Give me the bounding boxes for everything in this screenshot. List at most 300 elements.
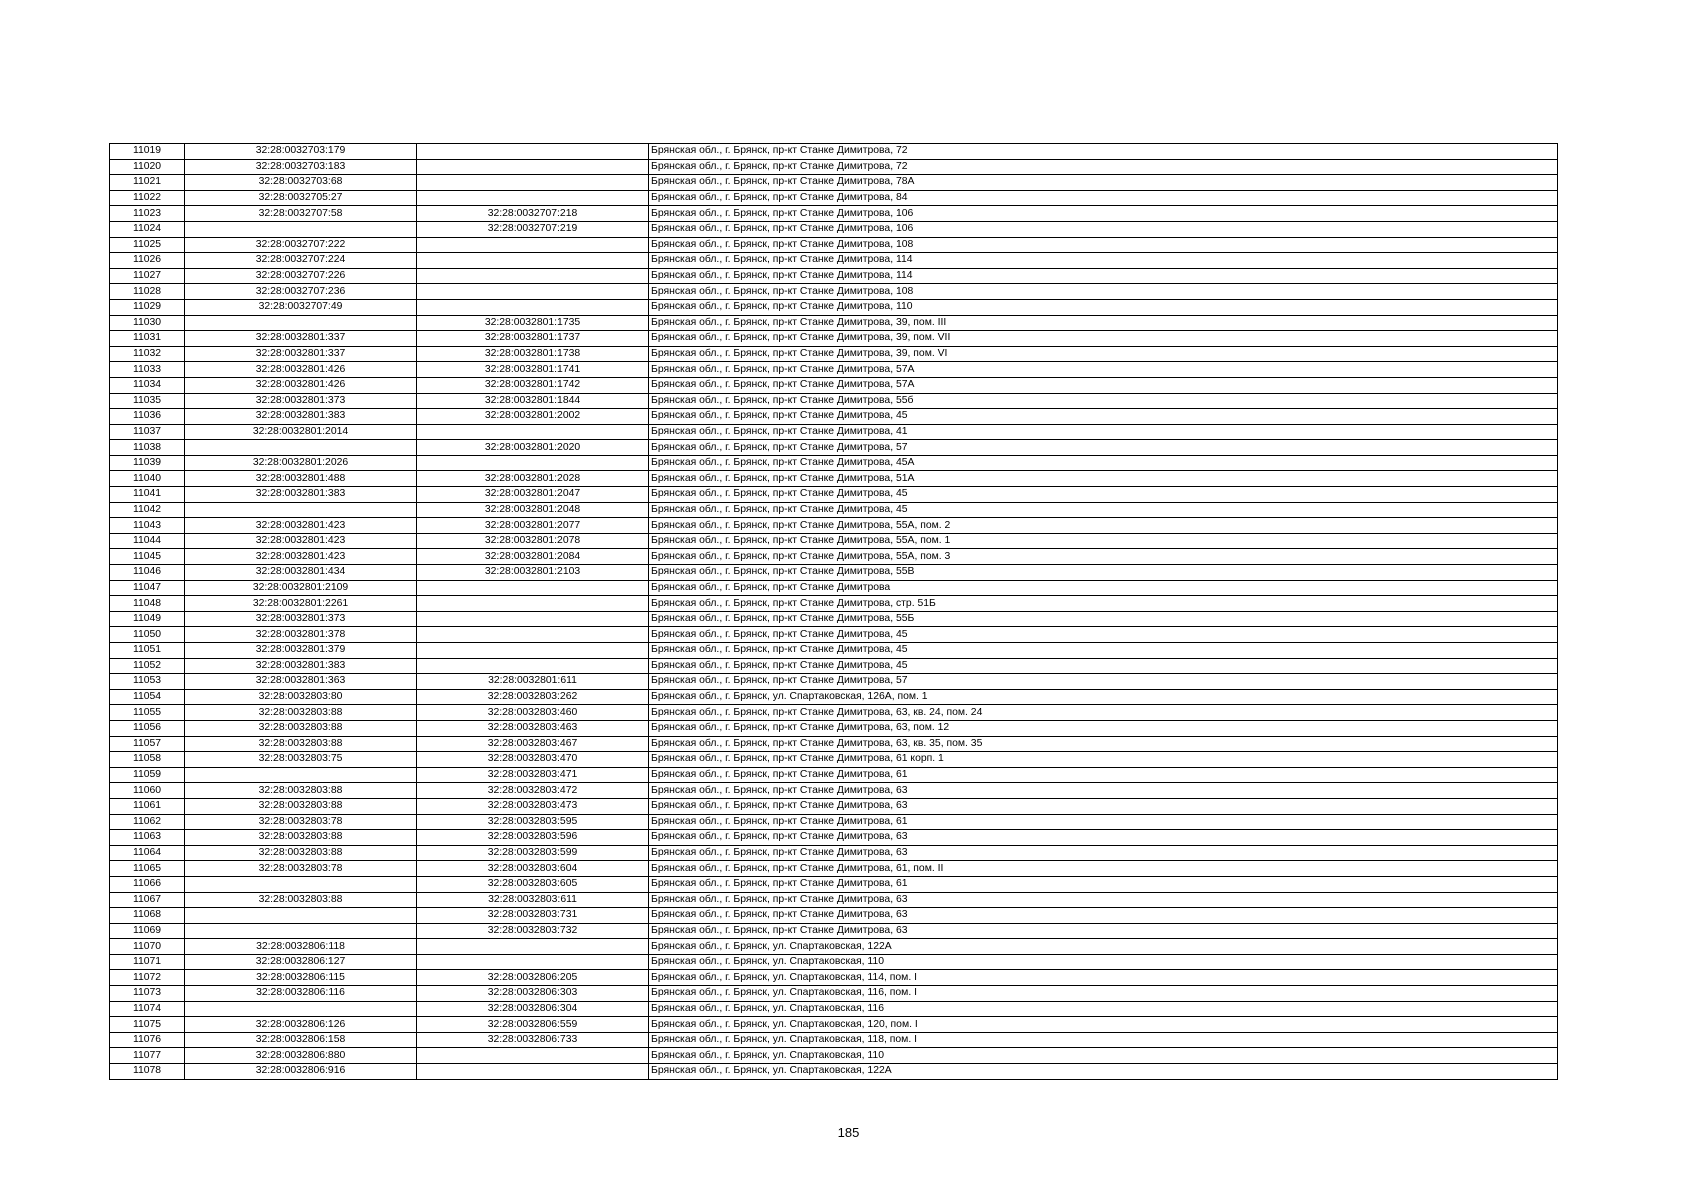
address-cell: Брянская обл., г. Брянск, пр-кт Станке Димитрова, 78А (649, 175, 1558, 191)
cadastral-number-cell: 32:28:0032803:88 (185, 736, 417, 752)
cadastral-number-cell: 32:28:0032801:426 (185, 362, 417, 378)
address-cell: Брянская обл., г. Брянск, пр-кт Станке Димитрова, 63 (649, 892, 1558, 908)
cadastral-number-cell: 32:28:0032803:88 (185, 798, 417, 814)
table-row (110, 315, 1558, 331)
cadastral-number-cell: 32:28:0032707:224 (185, 253, 417, 269)
address-cell: Брянская обл., г. Брянск, пр-кт Станке Димитрова, 63 (649, 783, 1558, 799)
table-row (110, 393, 1558, 409)
address-cell: Брянская обл., г. Брянск, пр-кт Станке Димитрова (649, 580, 1558, 596)
cadastral-number-cell: 32:28:0032703:68 (185, 175, 417, 191)
row-number-cell: 11019 (110, 144, 185, 160)
table-row (110, 767, 1558, 783)
row-number-cell: 11023 (110, 206, 185, 222)
object-cadastral-number-cell (417, 190, 649, 206)
cadastral-number-cell (185, 502, 417, 518)
cadastral-number-cell: 32:28:0032801:373 (185, 611, 417, 627)
row-number-cell: 11041 (110, 487, 185, 503)
row-number-cell: 11033 (110, 362, 185, 378)
row-number-cell: 11038 (110, 440, 185, 456)
table-row (110, 580, 1558, 596)
table-row (110, 923, 1558, 939)
table-row (110, 299, 1558, 315)
table-row (110, 159, 1558, 175)
object-cadastral-number-cell: 32:28:0032803:460 (417, 705, 649, 721)
object-cadastral-number-cell (417, 596, 649, 612)
object-cadastral-number-cell: 32:28:0032707:218 (417, 206, 649, 222)
address-cell: Брянская обл., г. Брянск, пр-кт Станке Димитрова, 63 (649, 845, 1558, 861)
object-cadastral-number-cell: 32:28:0032803:611 (417, 892, 649, 908)
cadastral-number-cell: 32:28:0032803:78 (185, 814, 417, 830)
cadastral-number-cell: 32:28:0032803:88 (185, 845, 417, 861)
table-row (110, 908, 1558, 924)
cadastral-number-cell: 32:28:0032707:226 (185, 268, 417, 284)
row-number-cell: 11030 (110, 315, 185, 331)
object-cadastral-number-cell (417, 643, 649, 659)
row-number-cell: 11031 (110, 331, 185, 347)
cadastral-number-cell: 32:28:0032806:127 (185, 954, 417, 970)
object-cadastral-number-cell: 32:28:0032801:611 (417, 674, 649, 690)
address-cell: Брянская обл., г. Брянск, пр-кт Станке Димитрова, 51А (649, 471, 1558, 487)
cadastral-number-cell: 32:28:0032801:379 (185, 643, 417, 659)
cadastral-number-cell: 32:28:0032801:383 (185, 487, 417, 503)
table-row (110, 876, 1558, 892)
address-cell: Брянская обл., г. Брянск, пр-кт Станке Димитрова, 114 (649, 268, 1558, 284)
address-cell: Брянская обл., г. Брянск, пр-кт Станке Димитрова, 61 (649, 876, 1558, 892)
row-number-cell: 11057 (110, 736, 185, 752)
cadastral-number-cell: 32:28:0032801:383 (185, 409, 417, 425)
row-number-cell: 11049 (110, 611, 185, 627)
object-cadastral-number-cell: 32:28:0032803:463 (417, 720, 649, 736)
cadastral-number-cell: 32:28:0032806:916 (185, 1064, 417, 1080)
table-row (110, 689, 1558, 705)
table-row (110, 1064, 1558, 1080)
object-cadastral-number-cell: 32:28:0032801:2077 (417, 518, 649, 534)
object-cadastral-number-cell (417, 580, 649, 596)
address-cell: Брянская обл., г. Брянск, пр-кт Станке Димитрова, 45 (649, 658, 1558, 674)
table-row (110, 954, 1558, 970)
address-cell: Брянская обл., г. Брянск, ул. Спартаковская, 126А, пом. 1 (649, 689, 1558, 705)
table-row (110, 346, 1558, 362)
address-cell: Брянская обл., г. Брянск, пр-кт Станке Димитрова, 57 (649, 674, 1558, 690)
table-row (110, 658, 1558, 674)
cadastral-number-cell: 32:28:0032801:383 (185, 658, 417, 674)
object-cadastral-number-cell: 32:28:0032803:605 (417, 876, 649, 892)
row-number-cell: 11074 (110, 1001, 185, 1017)
row-number-cell: 11039 (110, 455, 185, 471)
address-cell: Брянская обл., г. Брянск, пр-кт Станке Димитрова, 57А (649, 377, 1558, 393)
row-number-cell: 11056 (110, 720, 185, 736)
object-cadastral-number-cell: 32:28:0032803:595 (417, 814, 649, 830)
table-row (110, 221, 1558, 237)
row-number-cell: 11053 (110, 674, 185, 690)
cadastral-number-cell: 32:28:0032806:118 (185, 939, 417, 955)
address-cell: Брянская обл., г. Брянск, пр-кт Станке Димитрова, 45 (649, 643, 1558, 659)
object-cadastral-number-cell (417, 268, 649, 284)
cadastral-number-cell (185, 221, 417, 237)
address-cell: Брянская обл., г. Брянск, пр-кт Станке Димитрова, 45 (649, 502, 1558, 518)
address-cell: Брянская обл., г. Брянск, пр-кт Станке Димитрова, 110 (649, 299, 1558, 315)
row-number-cell: 11068 (110, 908, 185, 924)
address-cell: Брянская обл., г. Брянск, пр-кт Станке Димитрова, 55Б (649, 611, 1558, 627)
address-cell: Брянская обл., г. Брянск, пр-кт Станке Димитрова, 108 (649, 284, 1558, 300)
property-register-table (109, 143, 1558, 1080)
cadastral-number-cell: 32:28:0032806:880 (185, 1048, 417, 1064)
cadastral-number-cell: 32:28:0032803:88 (185, 705, 417, 721)
address-cell: Брянская обл., г. Брянск, пр-кт Станке Димитрова, 45 (649, 627, 1558, 643)
object-cadastral-number-cell: 32:28:0032801:2103 (417, 565, 649, 581)
object-cadastral-number-cell (417, 627, 649, 643)
address-cell: Брянская обл., г. Брянск, пр-кт Станке Димитрова, 106 (649, 206, 1558, 222)
cadastral-number-cell: 32:28:0032806:126 (185, 1017, 417, 1033)
row-number-cell: 11040 (110, 471, 185, 487)
row-number-cell: 11045 (110, 549, 185, 565)
object-cadastral-number-cell (417, 159, 649, 175)
row-number-cell: 11051 (110, 643, 185, 659)
table-row (110, 596, 1558, 612)
address-cell: Брянская обл., г. Брянск, пр-кт Станке Димитрова, 63, кв. 24, пом. 24 (649, 705, 1558, 721)
address-cell: Брянская обл., г. Брянск, пр-кт Станке Димитрова, 63, кв. 35, пом. 35 (649, 736, 1558, 752)
address-cell: Брянская обл., г. Брянск, пр-кт Станке Димитрова, 39, пом. VI (649, 346, 1558, 362)
address-cell: Брянская обл., г. Брянск, пр-кт Станке Димитрова, 39, пом. III (649, 315, 1558, 331)
row-number-cell: 11046 (110, 565, 185, 581)
object-cadastral-number-cell: 32:28:0032803:262 (417, 689, 649, 705)
object-cadastral-number-cell: 32:28:0032806:205 (417, 970, 649, 986)
table-row (110, 268, 1558, 284)
table-row (110, 970, 1558, 986)
table-row (110, 533, 1558, 549)
object-cadastral-number-cell: 32:28:0032801:2020 (417, 440, 649, 456)
object-cadastral-number-cell: 32:28:0032801:2084 (417, 549, 649, 565)
object-cadastral-number-cell (417, 424, 649, 440)
address-cell: Брянская обл., г. Брянск, пр-кт Станке Димитрова, 45А (649, 455, 1558, 471)
address-cell: Брянская обл., г. Брянск, пр-кт Станке Димитрова, 63, пом. 12 (649, 720, 1558, 736)
row-number-cell: 11032 (110, 346, 185, 362)
row-number-cell: 11076 (110, 1032, 185, 1048)
address-cell: Брянская обл., г. Брянск, ул. Спартаковская, 110 (649, 1048, 1558, 1064)
cadastral-number-cell: 32:28:0032803:88 (185, 830, 417, 846)
table-row (110, 986, 1558, 1002)
object-cadastral-number-cell: 32:28:0032707:219 (417, 221, 649, 237)
cadastral-number-cell (185, 1001, 417, 1017)
table-body (110, 144, 1558, 1080)
address-cell: Брянская обл., г. Брянск, пр-кт Станке Димитрова, 72 (649, 144, 1558, 160)
object-cadastral-number-cell: 32:28:0032803:596 (417, 830, 649, 846)
table-row (110, 284, 1558, 300)
object-cadastral-number-cell: 32:28:0032803:604 (417, 861, 649, 877)
cadastral-number-cell: 32:28:0032806:116 (185, 986, 417, 1002)
cadastral-number-cell: 32:28:0032801:2109 (185, 580, 417, 596)
row-number-cell: 11022 (110, 190, 185, 206)
row-number-cell: 11042 (110, 502, 185, 518)
address-cell: Брянская обл., г. Брянск, пр-кт Станке Димитрова, 72 (649, 159, 1558, 175)
object-cadastral-number-cell: 32:28:0032806:733 (417, 1032, 649, 1048)
table-row (110, 409, 1558, 425)
object-cadastral-number-cell: 32:28:0032803:473 (417, 798, 649, 814)
cadastral-number-cell: 32:28:0032801:423 (185, 518, 417, 534)
object-cadastral-number-cell: 32:28:0032801:1738 (417, 346, 649, 362)
table-row (110, 471, 1558, 487)
table-row (110, 611, 1558, 627)
object-cadastral-number-cell: 32:28:0032801:2078 (417, 533, 649, 549)
row-number-cell: 11061 (110, 798, 185, 814)
table-row (110, 861, 1558, 877)
table-row (110, 845, 1558, 861)
table-row (110, 814, 1558, 830)
address-cell: Брянская обл., г. Брянск, пр-кт Станке Димитрова, 63 (649, 923, 1558, 939)
cadastral-number-cell: 32:28:0032801:378 (185, 627, 417, 643)
address-cell: Брянская обл., г. Брянск, пр-кт Станке Димитрова, 55А, пом. 1 (649, 533, 1558, 549)
object-cadastral-number-cell (417, 611, 649, 627)
cadastral-number-cell: 32:28:0032801:488 (185, 471, 417, 487)
cadastral-number-cell: 32:28:0032707:58 (185, 206, 417, 222)
row-number-cell: 11052 (110, 658, 185, 674)
object-cadastral-number-cell (417, 939, 649, 955)
address-cell: Брянская обл., г. Брянск, пр-кт Станке Димитрова, стр. 51Б (649, 596, 1558, 612)
row-number-cell: 11059 (110, 767, 185, 783)
object-cadastral-number-cell: 32:28:0032803:599 (417, 845, 649, 861)
cadastral-number-cell (185, 908, 417, 924)
address-cell: Брянская обл., г. Брянск, пр-кт Станке Димитрова, 61, пом. II (649, 861, 1558, 877)
cadastral-number-cell: 32:28:0032803:78 (185, 861, 417, 877)
table-row (110, 736, 1558, 752)
cadastral-number-cell: 32:28:0032803:88 (185, 783, 417, 799)
object-cadastral-number-cell: 32:28:0032801:1741 (417, 362, 649, 378)
object-cadastral-number-cell: 32:28:0032801:1844 (417, 393, 649, 409)
row-number-cell: 11058 (110, 752, 185, 768)
address-cell: Брянская обл., г. Брянск, пр-кт Станке Димитрова, 61 (649, 767, 1558, 783)
address-cell: Брянская обл., г. Брянск, ул. Спартаковская, 116 (649, 1001, 1558, 1017)
object-cadastral-number-cell: 32:28:0032801:1737 (417, 331, 649, 347)
object-cadastral-number-cell: 32:28:0032806:559 (417, 1017, 649, 1033)
table-row (110, 720, 1558, 736)
cadastral-number-cell: 32:28:0032801:426 (185, 377, 417, 393)
table-row (110, 487, 1558, 503)
cadastral-number-cell: 32:28:0032801:2014 (185, 424, 417, 440)
object-cadastral-number-cell: 32:28:0032803:732 (417, 923, 649, 939)
cadastral-number-cell: 32:28:0032801:2026 (185, 455, 417, 471)
row-number-cell: 11063 (110, 830, 185, 846)
address-cell: Брянская обл., г. Брянск, пр-кт Станке Димитрова, 57А (649, 362, 1558, 378)
table-row (110, 643, 1558, 659)
object-cadastral-number-cell (417, 284, 649, 300)
row-number-cell: 11037 (110, 424, 185, 440)
address-cell: Брянская обл., г. Брянск, ул. Спартаковская, 116, пом. I (649, 986, 1558, 1002)
object-cadastral-number-cell (417, 299, 649, 315)
address-cell: Брянская обл., г. Брянск, пр-кт Станке Димитрова, 63 (649, 908, 1558, 924)
table-row (110, 783, 1558, 799)
table-row (110, 518, 1558, 534)
cadastral-number-cell (185, 923, 417, 939)
object-cadastral-number-cell: 32:28:0032801:2002 (417, 409, 649, 425)
cadastral-number-cell: 32:28:0032803:88 (185, 720, 417, 736)
table-row (110, 627, 1558, 643)
table-row (110, 830, 1558, 846)
cadastral-number-cell: 32:28:0032801:337 (185, 331, 417, 347)
cadastral-number-cell: 32:28:0032803:88 (185, 892, 417, 908)
address-cell: Брянская обл., г. Брянск, пр-кт Станке Димитрова, 55А, пом. 2 (649, 518, 1558, 534)
address-cell: Брянская обл., г. Брянск, пр-кт Станке Димитрова, 84 (649, 190, 1558, 206)
object-cadastral-number-cell: 32:28:0032803:471 (417, 767, 649, 783)
object-cadastral-number-cell: 32:28:0032803:467 (417, 736, 649, 752)
object-cadastral-number-cell (417, 1064, 649, 1080)
address-cell: Брянская обл., г. Брянск, пр-кт Станке Димитрова, 108 (649, 237, 1558, 253)
table-row (110, 424, 1558, 440)
row-number-cell: 11027 (110, 268, 185, 284)
page-number: 185 (837, 1125, 860, 1140)
table-row (110, 798, 1558, 814)
table-row (110, 455, 1558, 471)
cadastral-number-cell: 32:28:0032703:183 (185, 159, 417, 175)
table-row (110, 705, 1558, 721)
address-cell: Брянская обл., г. Брянск, ул. Спартаковская, 122А (649, 939, 1558, 955)
row-number-cell: 11071 (110, 954, 185, 970)
object-cadastral-number-cell (417, 658, 649, 674)
cadastral-number-cell: 32:28:0032801:2261 (185, 596, 417, 612)
cadastral-number-cell (185, 440, 417, 456)
address-cell: Брянская обл., г. Брянск, пр-кт Станке Димитрова, 57 (649, 440, 1558, 456)
table-row (110, 1001, 1558, 1017)
object-cadastral-number-cell (417, 954, 649, 970)
row-number-cell: 11028 (110, 284, 185, 300)
cadastral-number-cell: 32:28:0032801:373 (185, 393, 417, 409)
object-cadastral-number-cell (417, 144, 649, 160)
row-number-cell: 11034 (110, 377, 185, 393)
object-cadastral-number-cell: 32:28:0032801:2047 (417, 487, 649, 503)
row-number-cell: 11072 (110, 970, 185, 986)
cadastral-number-cell: 32:28:0032703:179 (185, 144, 417, 160)
table-row (110, 892, 1558, 908)
table-row (110, 190, 1558, 206)
cadastral-number-cell: 32:28:0032801:423 (185, 533, 417, 549)
row-number-cell: 11054 (110, 689, 185, 705)
cadastral-number-cell: 32:28:0032801:423 (185, 549, 417, 565)
object-cadastral-number-cell: 32:28:0032801:2028 (417, 471, 649, 487)
address-cell: Брянская обл., г. Брянск, ул. Спартаковская, 120, пом. I (649, 1017, 1558, 1033)
object-cadastral-number-cell: 32:28:0032803:731 (417, 908, 649, 924)
cadastral-number-cell: 32:28:0032707:236 (185, 284, 417, 300)
cadastral-number-cell (185, 767, 417, 783)
table-row (110, 331, 1558, 347)
row-number-cell: 11062 (110, 814, 185, 830)
table-row (110, 1017, 1558, 1033)
address-cell: Брянская обл., г. Брянск, пр-кт Станке Димитрова, 39, пом. VII (649, 331, 1558, 347)
cadastral-number-cell: 32:28:0032707:222 (185, 237, 417, 253)
address-cell: Брянская обл., г. Брянск, пр-кт Станке Димитрова, 63 (649, 830, 1558, 846)
row-number-cell: 11043 (110, 518, 185, 534)
cadastral-number-cell (185, 876, 417, 892)
row-number-cell: 11047 (110, 580, 185, 596)
address-cell: Брянская обл., г. Брянск, пр-кт Станке Димитрова, 41 (649, 424, 1558, 440)
row-number-cell: 11025 (110, 237, 185, 253)
address-cell: Брянская обл., г. Брянск, пр-кт Станке Димитрова, 63 (649, 798, 1558, 814)
object-cadastral-number-cell: 32:28:0032806:304 (417, 1001, 649, 1017)
table-row (110, 144, 1558, 160)
row-number-cell: 11048 (110, 596, 185, 612)
address-cell: Брянская обл., г. Брянск, пр-кт Станке Димитрова, 106 (649, 221, 1558, 237)
table-row (110, 939, 1558, 955)
object-cadastral-number-cell: 32:28:0032806:303 (417, 986, 649, 1002)
table-row (110, 752, 1558, 768)
address-cell: Брянская обл., г. Брянск, пр-кт Станке Димитрова, 45 (649, 487, 1558, 503)
cadastral-number-cell: 32:28:0032801:363 (185, 674, 417, 690)
object-cadastral-number-cell: 32:28:0032801:2048 (417, 502, 649, 518)
address-cell: Брянская обл., г. Брянск, пр-кт Станке Димитрова, 61 корп. 1 (649, 752, 1558, 768)
object-cadastral-number-cell: 32:28:0032801:1742 (417, 377, 649, 393)
row-number-cell: 11077 (110, 1048, 185, 1064)
row-number-cell: 11029 (110, 299, 185, 315)
row-number-cell: 11060 (110, 783, 185, 799)
address-cell: Брянская обл., г. Брянск, пр-кт Станке Димитрова, 55В (649, 565, 1558, 581)
table-row (110, 440, 1558, 456)
table-row (110, 362, 1558, 378)
row-number-cell: 11044 (110, 533, 185, 549)
table-row (110, 206, 1558, 222)
cadastral-number-cell: 32:28:0032806:158 (185, 1032, 417, 1048)
cadastral-number-cell: 32:28:0032801:337 (185, 346, 417, 362)
row-number-cell: 11066 (110, 876, 185, 892)
address-cell: Брянская обл., г. Брянск, ул. Спартаковская, 118, пом. I (649, 1032, 1558, 1048)
cadastral-number-cell: 32:28:0032806:115 (185, 970, 417, 986)
row-number-cell: 11078 (110, 1064, 185, 1080)
row-number-cell: 11073 (110, 986, 185, 1002)
row-number-cell: 11065 (110, 861, 185, 877)
table-row (110, 1032, 1558, 1048)
cadastral-number-cell (185, 315, 417, 331)
object-cadastral-number-cell (417, 253, 649, 269)
row-number-cell: 11035 (110, 393, 185, 409)
object-cadastral-number-cell (417, 175, 649, 191)
row-number-cell: 11064 (110, 845, 185, 861)
table-row (110, 253, 1558, 269)
object-cadastral-number-cell (417, 455, 649, 471)
table-row (110, 549, 1558, 565)
address-cell: Брянская обл., г. Брянск, пр-кт Станке Димитрова, 61 (649, 814, 1558, 830)
row-number-cell: 11021 (110, 175, 185, 191)
row-number-cell: 11067 (110, 892, 185, 908)
cadastral-number-cell: 32:28:0032803:80 (185, 689, 417, 705)
object-cadastral-number-cell: 32:28:0032801:1735 (417, 315, 649, 331)
table-row (110, 1048, 1558, 1064)
row-number-cell: 11055 (110, 705, 185, 721)
row-number-cell: 11069 (110, 923, 185, 939)
table-row (110, 502, 1558, 518)
address-cell: Брянская обл., г. Брянск, ул. Спартаковская, 114, пом. I (649, 970, 1558, 986)
object-cadastral-number-cell (417, 1048, 649, 1064)
table-row (110, 565, 1558, 581)
cadastral-number-cell: 32:28:0032803:75 (185, 752, 417, 768)
object-cadastral-number-cell: 32:28:0032803:472 (417, 783, 649, 799)
cadastral-number-cell: 32:28:0032707:49 (185, 299, 417, 315)
object-cadastral-number-cell (417, 237, 649, 253)
table-row (110, 237, 1558, 253)
address-cell: Брянская обл., г. Брянск, ул. Спартаковская, 122А (649, 1064, 1558, 1080)
address-cell: Брянская обл., г. Брянск, пр-кт Станке Димитрова, 55б (649, 393, 1558, 409)
row-number-cell: 11070 (110, 939, 185, 955)
row-number-cell: 11050 (110, 627, 185, 643)
address-cell: Брянская обл., г. Брянск, пр-кт Станке Димитрова, 114 (649, 253, 1558, 269)
cadastral-number-cell: 32:28:0032705:27 (185, 190, 417, 206)
object-cadastral-number-cell: 32:28:0032803:470 (417, 752, 649, 768)
cadastral-number-cell: 32:28:0032801:434 (185, 565, 417, 581)
row-number-cell: 11075 (110, 1017, 185, 1033)
address-cell: Брянская обл., г. Брянск, пр-кт Станке Димитрова, 55А, пом. 3 (649, 549, 1558, 565)
table-row (110, 175, 1558, 191)
table-row (110, 377, 1558, 393)
address-cell: Брянская обл., г. Брянск, пр-кт Станке Димитрова, 45 (649, 409, 1558, 425)
row-number-cell: 11026 (110, 253, 185, 269)
row-number-cell: 11036 (110, 409, 185, 425)
table-row (110, 674, 1558, 690)
